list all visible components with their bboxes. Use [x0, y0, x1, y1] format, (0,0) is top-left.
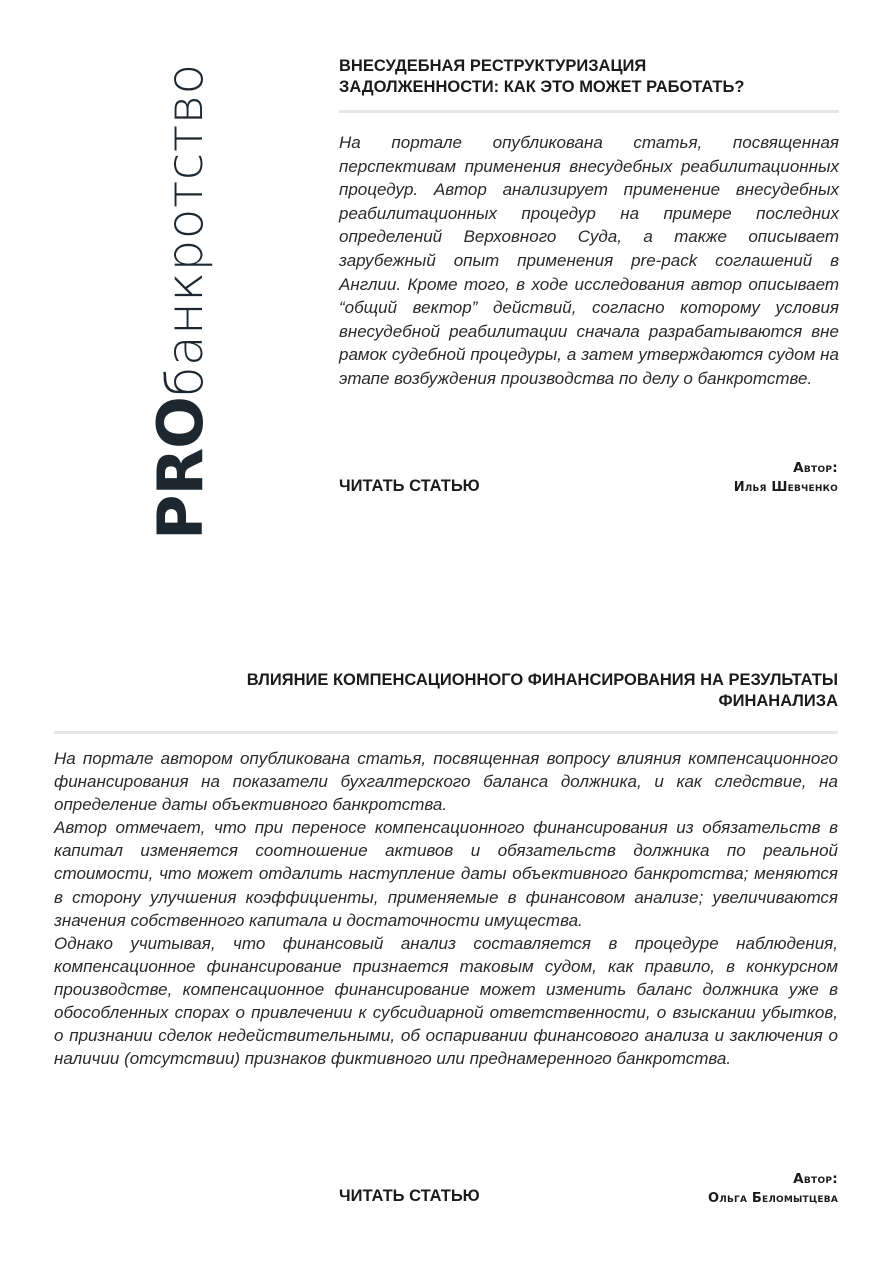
article2-paragraph: Однако учитывая, что финансовый анализ составляется в процедуре наблюдения, компенсационное финансирование признается таковым судом, как правило, в конкурсном производстве, компенсационное финансирование может изменить баланс должника уже в обособленных спорах о привлечении к субсидиарной ответственности, о взыскании убытков, о признании сделок недействительными, об оспаривании финансового анализа и заключения о наличии (отсутствии) признаков фиктивного или преднамеренного банкротства.	[54, 933, 838, 1069]
article2-divider	[54, 731, 838, 734]
logo-pro-text: PRO	[144, 397, 217, 540]
article2-paragraph: На портале автором опубликована статья, посвященная вопросу влияния компенсационного финансирования на показатели бухгалтерского баланса должника, и как следствие, на определение даты объективного банкротства.	[54, 749, 838, 815]
brand-logo	[144, 63, 217, 540]
article2-body	[54, 747, 838, 1070]
article1-divider	[339, 110, 839, 113]
article2-title-line2: ФИНАНАЛИЗА	[718, 692, 838, 710]
article1-author-name: Илья Шевченко	[733, 480, 838, 495]
article2-author-label: Автор:	[793, 1171, 838, 1187]
article2-title-line1: ВЛИЯНИЕ КОМПЕНСАЦИОННОГО ФИНАНСИРОВАНИЯ НА РЕЗУЛЬТАТЫ	[246, 671, 838, 689]
article2-author	[708, 1171, 838, 1206]
article1-author	[734, 460, 838, 495]
article2-read-link[interactable]: ЧИТАТЬ СТАТЬЮ	[339, 1187, 480, 1205]
article1-title-line2: ЗАДОЛЖЕННОСТИ: КАК ЭТО МОЖЕТ РАБОТАТЬ?	[339, 78, 745, 96]
article1-author-label: Автор:	[793, 460, 838, 476]
logo-word-text: банкротство	[156, 63, 214, 398]
article1-title	[339, 56, 839, 98]
article2-title	[118, 670, 838, 712]
article1-read-link[interactable]: ЧИТАТЬ СТАТЬЮ	[339, 477, 480, 495]
article1-body: На портале опубликована статья, посвященная перспективам применения внесудебных реабилитационных процедур. Автор анализирует применение внесудебных реабилитационных процедур на примере последних определений Верховного Суда, а также описывает зарубежный опыт применения pre-pack соглашений в Англии. Кроме того, в ходе исследования автор описывает “общий вектор” действий, согласно которому условия внесудебной реабилитации сначала разрабатываются вне рамок судебной процедуры, а затем утверждаются судом на этапе возбуждения производства по делу о банкротстве.	[339, 133, 839, 388]
article2-author-name: Ольга Беломытцева	[708, 1191, 838, 1206]
article1-title-line1: ВНЕСУДЕБНАЯ РЕСТРУКТУРИЗАЦИЯ	[339, 57, 647, 75]
article2-paragraph: Автор отмечает, что при переносе компенсационного финансирования из обязательств в капитал изменяется соотношение активов и обязательств должника по реальной стоимости, что может отдалить наступление даты объективного банкротства; меняются в сторону улучшения коэффициенты, применяемые в финансовом анализе; увеличиваются значения собственного капитала и достаточности имущества.	[54, 818, 838, 930]
